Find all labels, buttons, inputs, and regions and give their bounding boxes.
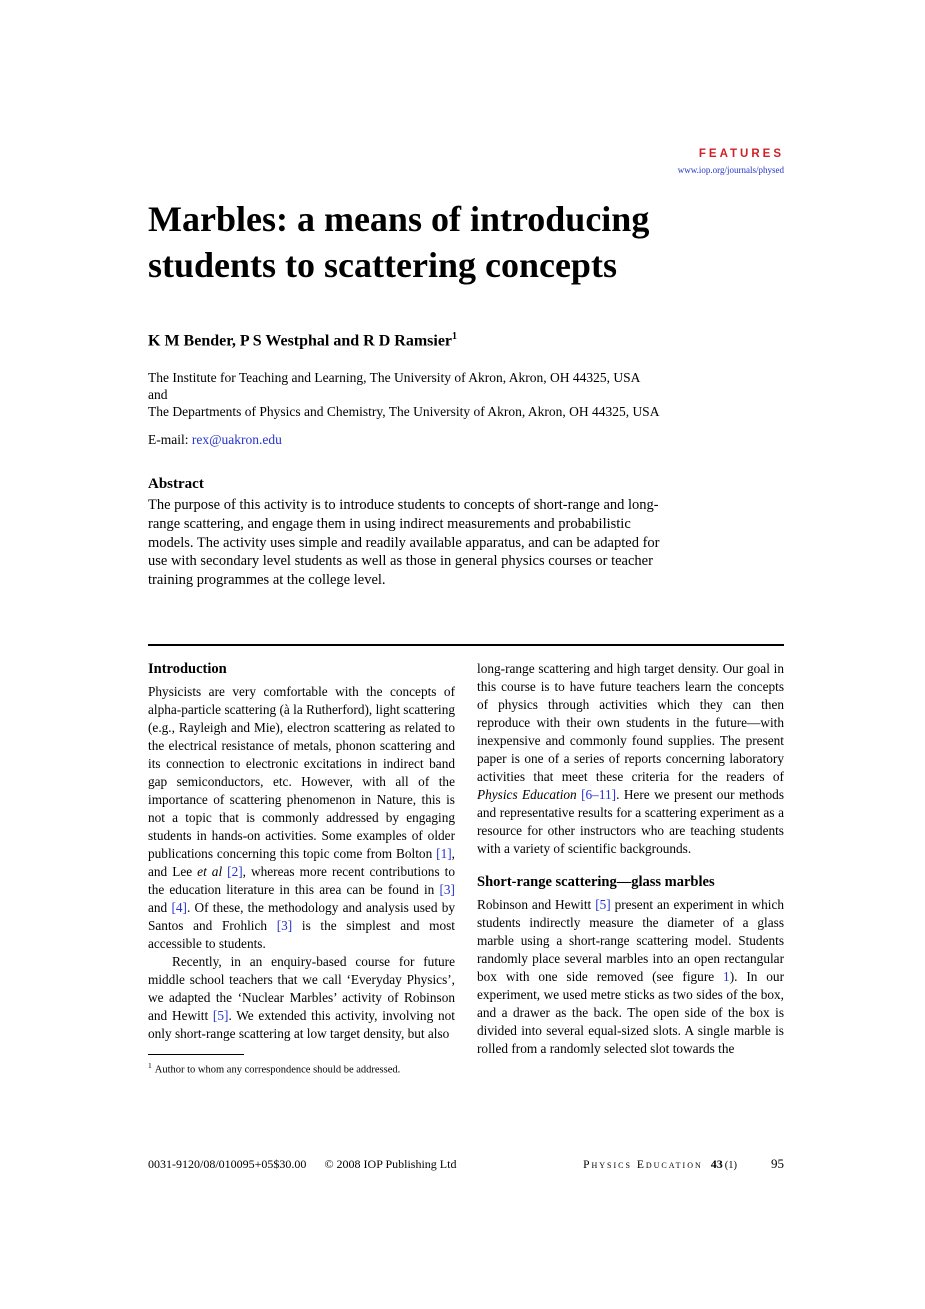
et-al-italic: et al bbox=[197, 864, 228, 879]
body-text: and bbox=[148, 900, 172, 915]
introduction-heading: Introduction bbox=[148, 661, 227, 677]
citation-4-link[interactable]: [4] bbox=[171, 900, 187, 915]
affiliation-conjunction: and bbox=[148, 387, 168, 402]
short-range-paragraph-1 bbox=[477, 896, 784, 1058]
issue-number: (1) bbox=[724, 1160, 737, 1171]
abstract-section bbox=[148, 476, 668, 590]
citation-5-link[interactable]: [5] bbox=[212, 1008, 229, 1023]
affiliation-line-1: The Institute for Teaching and Learning, The University of Akron, Akron, OH 44325, USA bbox=[148, 370, 641, 385]
body-text: present an experiment in which students indirectly measure the diameter of a glass marble using a short-range scattering model. Students randomly place several marbles into an open rectangular box with one side removed (see figure bbox=[477, 897, 784, 984]
footnote-marker: 1 bbox=[148, 1061, 152, 1070]
author-names bbox=[148, 331, 457, 350]
body-text: Robinson and Hewitt bbox=[477, 897, 596, 912]
page-number: 95 bbox=[771, 1156, 784, 1171]
features-section-label: FEATURES bbox=[698, 148, 784, 160]
body-text: . Here we present our methods and representative results for a scattering experiment as a resource for other instructors who are teaching students with a variety of scientific backgrounds. bbox=[477, 787, 785, 856]
abstract-heading: Abstract bbox=[148, 476, 204, 492]
body-text: . We extended this activity, involving not only short-range scattering at low target density, but also bbox=[148, 1008, 455, 1041]
authors-text: K M Bender, P S Westphal and R D Ramsier bbox=[148, 332, 453, 350]
body-text: . Of these, the methodology and analysis used by Santos and Frohlich bbox=[148, 900, 456, 933]
citation-6-11-link[interactable]: [6–11] bbox=[581, 787, 617, 802]
body-text: , whereas more recent contributions to the education literature in this area can be found in bbox=[148, 864, 455, 897]
body-text: , and Lee bbox=[148, 846, 455, 879]
affiliations bbox=[148, 369, 748, 420]
footnote-rule bbox=[148, 1054, 244, 1055]
citation-1-link[interactable]: [1] bbox=[436, 846, 452, 861]
body-columns bbox=[148, 660, 784, 1077]
intro-paragraph-2 bbox=[148, 953, 455, 1043]
left-column bbox=[148, 660, 455, 1077]
right-column bbox=[477, 660, 784, 1077]
affiliation-line-2: The Departments of Physics and Chemistry, The University of Akron, Akron, OH 44325, USA bbox=[148, 404, 660, 419]
body-text: ). In our experiment, we used metre sticks as two sides of the box, and a drawer as the back. The open side of the box is divided into several equal-sized slots. A single marble is rolled from a randomly selected slot towards the bbox=[477, 969, 784, 1056]
volume-number: 43 bbox=[710, 1157, 723, 1171]
journal-url-link[interactable]: www.iop.org/journals/physed bbox=[677, 165, 784, 175]
author-footnote bbox=[148, 1059, 455, 1077]
footer-journal-info bbox=[583, 1156, 784, 1172]
journal-name-italic: Physics Education bbox=[477, 787, 582, 802]
issn-price-code: 0031-9120/08/010095+05$30.00 bbox=[148, 1157, 307, 1171]
citation-3-link[interactable]: [3] bbox=[276, 918, 293, 933]
author-footnote-marker: 1 bbox=[452, 331, 458, 342]
email-label: E-mail: bbox=[148, 432, 189, 447]
masthead bbox=[148, 148, 784, 175]
figure-1-link[interactable]: 1 bbox=[723, 969, 730, 984]
citation-2-link[interactable]: [2] bbox=[227, 864, 243, 879]
footnote-text: Author to whom any correspondence should be addressed. bbox=[154, 1064, 401, 1076]
abstract-text: The purpose of this activity is to introduce students to concepts of short-range and long-range scattering, and engage them in using indirect measurements and probabilistic models. The activity uses simple and readily available apparatus, and can be adapted for use with secondary level students as well as those in general physics courses or teacher training programmes at the college level. bbox=[148, 497, 660, 589]
body-text: Physicists are very comfortable with the concepts of alpha-particle scattering (à la Rutherford), light scattering (e.g., Rayleigh and Mie), electron scattering as related to the electrical resistance of metals, phonon scattering and its connection to electronic excitations in indirect band gap semiconductors, etc. However, with all of the importance of scattering phenomenon in Nature, this is not a topic that is commonly addressed by engaging students in hands-on activities. Some examples of older publications concerning this topic come from Bolton bbox=[148, 684, 455, 861]
continuation-paragraph bbox=[477, 660, 784, 858]
email-line bbox=[148, 432, 282, 448]
horizontal-rule bbox=[148, 644, 784, 646]
copyright-notice: © 2008 IOP Publishing Ltd bbox=[324, 1157, 457, 1171]
body-text: is the simplest and most accessible to students. bbox=[148, 918, 455, 951]
short-range-heading: Short-range scattering—glass marbles bbox=[477, 874, 715, 890]
body-text: long-range scattering and high target density. Our goal in this course is to have future teachers learn the concepts of physics through activities which they can then reproduce with their own students in the future—with inexpensive and commonly found supplies. The present paper is one of a series of reports concerning laboratory activities that meet these criteria for the readers of bbox=[477, 661, 784, 784]
body-text: Recently, in an enquiry-based course for future middle school teachers that we call ‘Everyday Physics’, we adapted the ‘Nuclear Marbles’ activity of Robinson and Hewitt bbox=[148, 954, 455, 1023]
citation-5-link[interactable]: [5] bbox=[595, 897, 611, 912]
intro-paragraph-1 bbox=[148, 683, 455, 953]
paper-title: Marbles: a means of introducing students to scattering concepts bbox=[148, 199, 650, 285]
citation-3-link[interactable]: [3] bbox=[439, 882, 455, 897]
page-footer bbox=[148, 1156, 784, 1172]
journal-name: Physics Education bbox=[583, 1159, 703, 1171]
email-link[interactable]: rex@uakron.edu bbox=[191, 432, 282, 447]
